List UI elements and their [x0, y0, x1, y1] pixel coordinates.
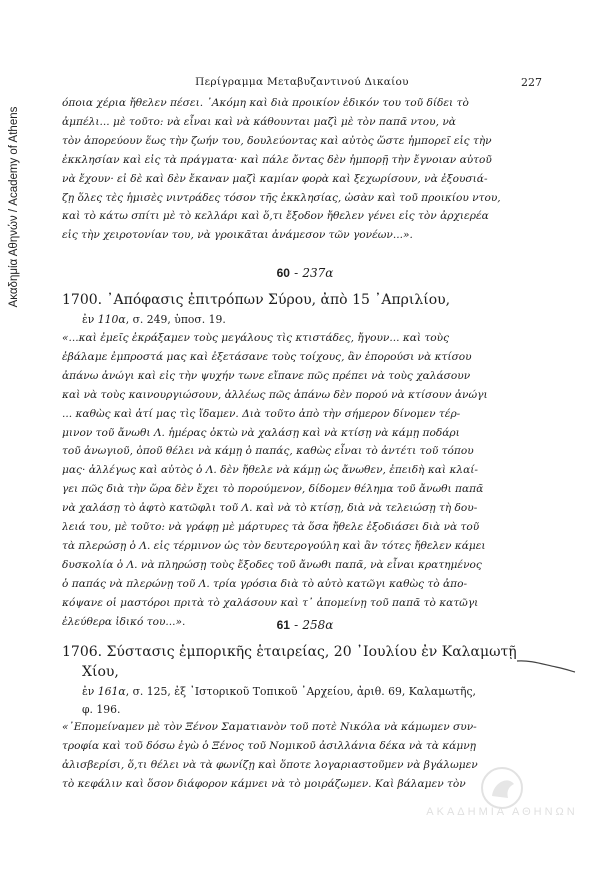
text-line: εἰς τὴν χειροτονίαν του, νὰ γροικᾶται ἀνάμεσον τῶν γονέων...».: [62, 229, 413, 242]
text-line: νὰ χαλάσῃ τὸ ἀφτὸ κατῶφλι τοῦ Λ. καὶ νὰ τὸ κτίσῃ, διὰ νὰ τελειώσῃ τὴ δου-: [62, 502, 478, 515]
text-line: δυσκολία ὁ Λ. νὰ πληρώσῃ τοὺς ἔξοδες τοῦ ἄνωθι παπᾶ, νὰ εἶναι κρατημένος: [62, 558, 482, 571]
text-line: ... καθὼς καὶ ἀτί μας τὶς ἴδαμεν. Διὰ τοῦτο ἀπὸ τὴν σήμερον δίνομεν τέρ-: [62, 407, 461, 420]
entry-title-line: Χίου,: [82, 664, 119, 680]
text-line: ὁ παπάς νὰ πλερώνῃ τοῦ Λ. τρία γρόσια διὰ τὸ αὐτὸ κατῶγι καθὼς τὸ ἀπο-: [62, 577, 468, 590]
text-line: τὸν ἀπορεύουν ἕως τὴν ζωήν του, δουλεύοντας καὶ αὐτὸς ὥστε ἠμπορεῖ εἰς τὴν: [62, 134, 492, 147]
reference-folio: 237α: [302, 266, 334, 280]
source-folio: 110α: [97, 313, 126, 326]
text-line: γει πῶς διὰ τὴν ὥρα δὲν ἔχει τὸ πορούμενον, δίδομεν θέλημα τοῦ ἄνωθι παπᾶ: [62, 483, 484, 496]
reference-dash: -: [294, 266, 299, 280]
section-reference-61: [62, 618, 548, 632]
reference-dash: -: [294, 618, 299, 632]
text-line: ἐλεύθερα ἰδικό του...».: [62, 615, 186, 628]
watermark-text: ΑΚΑΔΗΜΙΑ ΑΘΗΝΩΝ: [426, 806, 578, 818]
source-prefix: ἐν: [82, 685, 98, 698]
text-line: τὰ πλερώσῃ ὁ Λ. εἰς τέρμινον ὡς τὸν δευτερογούλη καὶ ἂν τότες ἤθελεν κάμει: [62, 539, 486, 552]
reference-folio: 258α: [302, 618, 334, 632]
text-line: καὶ νὰ τοὺς καινουργιώσουν, ἀλλέως πῶς ἀπάνω δὲν πορού νὰ κτίσουν ἀνώγι: [62, 388, 488, 401]
text-line: λειά του, μὲ τοῦτο: νὰ γράφῃ μὲ μάρτυρες τὰ ὅσα ἤθελε ἐξοδιάσει διὰ νὰ τοῦ: [62, 521, 480, 534]
sidebar-watermark-text: Ακαδημία Αθηνών / Academy of Athens: [8, 106, 20, 308]
text-line: τροφία καὶ τοῦ δόσω ἐγὼ ὁ Ξένος τοῦ Νομικοῦ ἀσιλλάνια δέκα νὰ τὰ κάμνῃ: [62, 739, 476, 752]
reference-number: 60: [276, 266, 290, 280]
entry-source-1700: [82, 311, 552, 329]
text-line: τὸ κεφάλιν καὶ ὅσον διάφορον κάμνει νὰ τὸ μοιράζωμεν. Καὶ βάλαμεν τὸν: [62, 777, 466, 790]
text-line: ἐκκλησίαν καὶ εἰς τὰ πράγματα· καὶ πάλε ὄντας δὲν ἠμπορῇ τὴν ἔγνοιαν αὐτοῦ: [62, 153, 492, 166]
text-line: μας· ἀλλέγως καὶ αὐτὸς ὁ Λ. δὲν ἤθελε νὰ κάμῃ ὡς ἄνωθεν, ἐπειδὴ καὶ κλαί-: [62, 464, 478, 477]
text-line: κόψανε οἱ μαστόροι πριτὰ τὸ χαλάσουν καὶ τ᾿ ἀπομείνῃ τοῦ παπᾶ τὸ κατῶγι: [62, 596, 479, 609]
pen-stroke-mark: [516, 655, 576, 673]
text-line: καὶ τὸ κάτω σπίτι μὲ τὸ κελλάρι καὶ ὅ,τι ἔξοδον ἤθελεν γένει εἰς τὸν ἀρχιερέα: [62, 210, 489, 223]
source-rest: , σ. 249, ὑποσ. 19.: [125, 313, 226, 326]
text-line: «᾿Επομείναμεν μὲ τὸν Ξένον Σαματιανὸν τοῦ ποτὲ Νικόλα νὰ κάμωμεν συν-: [62, 721, 477, 733]
entry-source-1706: [82, 683, 552, 719]
text-line: ἀμπέλι... μὲ τοῦτο: νὰ εἶναι καὶ νὰ κάθουνται μαζὶ μὲ τὸν παπᾶ ντου, νὰ: [62, 115, 456, 128]
text-line: νὰ ἔχουν· εἰ δὲ καὶ δὲν ἔκαναν μαζὶ καμίαν φορὰ καὶ ξεχωρίσουν, νὰ ἐξουσιά-: [62, 172, 488, 185]
source-prefix: ἐν: [82, 313, 98, 326]
source-line: φ. 196.: [82, 703, 121, 716]
text-line: ζῃ ὅλες τὲς ἡμισὲς νιντράδες τόσον τῆς ἐκκλησίας, ὡσὰν καὶ τοῦ προικίου ντου,: [62, 191, 501, 204]
text-line: «...καὶ ἐμεῖς ἐκράξαμεν τοὺς μεγάλους τὶς κτιστάδες, ἤγουν... καὶ τοὺς: [62, 332, 450, 344]
text-line: ἀπάνω ἀνώγι καὶ εἰς τὴν ψυχήν τωνε εἴπανε πῶς πρέπει νὰ τοὺς χαλάσουν: [62, 369, 471, 382]
source-line: [82, 683, 552, 701]
reference-number: 61: [276, 618, 290, 632]
text-line: όποια χέρια ἤθελεν πέσει. ᾿Ακόμη καὶ διὰ προικίον ἐδικόν του τοῦ δίδει τὸ: [62, 97, 469, 109]
entry-title-line: 1706. Σύστασις ἐμπορικῆς ἑταιρείας, 20 ᾿Ιουλίου ἐν Καλαμωτῇ: [62, 644, 517, 660]
source-rest: , σ. 125, ἐξ ᾿Ιστορικοῦ Τοπικοῦ ᾿Αρχείου, ἀριθ. 69, Καλαμωτῆς,: [125, 685, 476, 698]
paragraph-block-1: [62, 94, 548, 245]
entry-title-1700: 1700. ᾿Απόφασις ἐπιτρόπων Σύρου, ἀπὸ 15 ᾿Απριλίου,: [62, 292, 451, 308]
running-title: Περίγραμμα Μεταβυζαντινού Δικαίου: [195, 76, 409, 88]
academy-emblem-icon: [422, 766, 582, 810]
paragraph-block-2: [62, 329, 548, 632]
academy-watermark: [422, 766, 582, 836]
text-line: ἀλισβερίσι, ὅ,τι θέλει νὰ τὰ φωνίζῃ καὶ ὅποτε λογαριαστοῦμεν νὰ βγάλωμεν: [62, 758, 478, 771]
source-folio: 161α: [97, 685, 126, 698]
text-line: μινον τοῦ ἄνωθι Λ. ἡμέρας ὀκτὼ νὰ χαλάσῃ καὶ νὰ κτίσῃ νὰ κάμῃ ποδάρι: [62, 426, 460, 439]
entry-title-1706: [62, 642, 552, 682]
sidebar-watermark: [6, 42, 22, 372]
section-reference-60: [62, 266, 548, 280]
text-line: τοῦ ἀνωγιοῦ, ὁποῦ θέλει νὰ κάμῃ ὁ παπάς, καθὼς εἶναι τὸ ἀντέτι τοῦ τόπου: [62, 445, 474, 458]
page-header: [62, 76, 542, 92]
page-number: 227: [521, 76, 542, 89]
text-line: ἐβάλαμε ἐμπροστά μας καὶ ἐξετάσανε τοὺς τοίχους, ἂν ἐπορούσι νὰ κτίσου: [62, 350, 472, 363]
